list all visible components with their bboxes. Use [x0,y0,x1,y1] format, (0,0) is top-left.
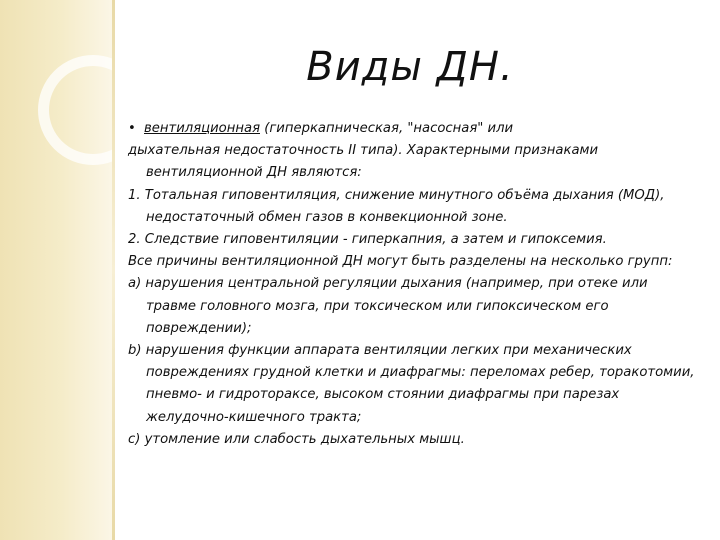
lead-paragraph [128,118,698,140]
slide-body [128,118,698,451]
lead-term: вентиляционная [144,121,260,136]
list-item-b: b) нарушения функции аппарата вентиляции легких при механических повреждениях грудной клетки и диафрагмы: переломах ребер, торакотомии, пневмо- и гидротораксе, высоком стоянии диафрагмы при парезах желудочно-кишечного тракта; [128,343,695,425]
lead-line-2: дыхательная недостаточность II типа). Характерными признаками [128,143,599,159]
bullet-marker: • [128,121,136,136]
list-item-a: a) нарушения центральной регуляции дыхания (например, при отеке или травме головного мозга, при токсическом или гипоксическом его повреждении); [128,276,648,336]
side-divider [112,0,115,540]
list-item-2: 2. Следствие гиповентиляции - гиперкапния, а затем и гипоксемия. [128,232,607,248]
lead-rest: (гиперкапническая, "насосная" или [260,121,514,136]
slide-title: Виды ДН. [306,44,514,90]
list-item-1: 1. Тотальная гиповентиляция, снижение минутного объёма дыхания (МОД), недостаточный обмен газов в конвекционной зоне. [128,187,665,225]
list-item-c: c) утомление или слабость дыхательных мышц. [128,431,465,447]
list-item-groups: Все причины вентиляционной ДН могут быть разделены на несколько групп: [128,254,673,270]
lead-line-3: вентиляционной ДН являются: [146,165,362,181]
